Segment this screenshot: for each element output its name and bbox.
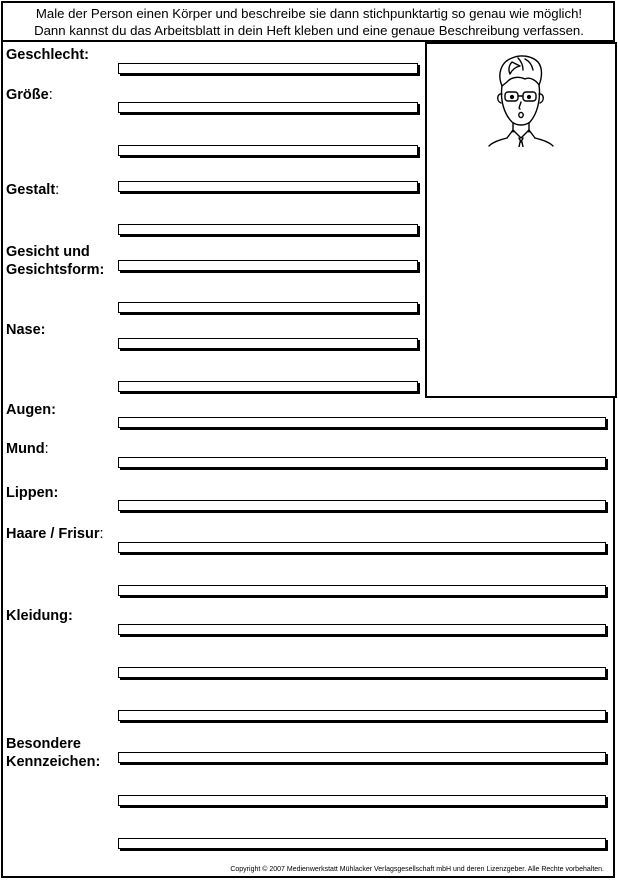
label-augen: Augen: [6, 402, 56, 418]
person-head-illustration [485, 52, 555, 147]
writing-line-besondere-3[interactable] [118, 838, 606, 849]
instructions [0, 5, 618, 39]
label-besondere: Besondere Kennzeichen: [6, 736, 101, 770]
writing-line-mund[interactable] [118, 457, 606, 468]
writing-line-besondere-2[interactable] [118, 795, 606, 806]
label-kleidung: Kleidung: [6, 608, 73, 624]
writing-line-groesse-2[interactable] [118, 145, 418, 156]
label-gesicht: Gesicht und Gesichtsform: [6, 244, 105, 278]
writing-line-gesicht-1[interactable] [118, 260, 418, 271]
instruction-line-2: Dann kannst du das Arbeitsblatt in dein Heft kleben und eine genaue Beschreibung verfassen. [34, 23, 584, 38]
writing-line-kleidung-3[interactable] [118, 710, 606, 721]
writing-line-kleidung-1[interactable] [118, 624, 606, 635]
label-nase: Nase: [6, 322, 46, 338]
writing-line-nase-1[interactable] [118, 338, 418, 349]
label-groesse: Größe: [6, 87, 53, 103]
writing-line-kleidung-2[interactable] [118, 667, 606, 678]
label-haare: Haare / Frisur: [6, 526, 104, 542]
copyright-footer: Copyright © 2007 Medienwerkstatt Mühlacker Verlagsgesellschaft mbH und deren Lizenzgeber. Alle Rechte vorbehalten. [230, 866, 604, 873]
writing-line-gesicht-2[interactable] [118, 302, 418, 313]
writing-line-augen[interactable] [118, 417, 606, 428]
writing-line-besondere-1[interactable] [118, 752, 606, 763]
writing-line-gestalt-1[interactable] [118, 181, 418, 192]
writing-line-haare-1[interactable] [118, 542, 606, 553]
drawing-area[interactable] [425, 42, 617, 398]
writing-line-geschlecht[interactable] [118, 63, 418, 74]
writing-line-nase-2[interactable] [118, 381, 418, 392]
label-mund: Mund: [6, 441, 49, 457]
writing-line-gestalt-2[interactable] [118, 224, 418, 235]
label-geschlecht: Geschlecht: [6, 47, 90, 63]
label-gestalt: Gestalt: [6, 182, 60, 198]
writing-line-lippen[interactable] [118, 500, 606, 511]
writing-line-haare-2[interactable] [118, 585, 606, 596]
writing-line-groesse-1[interactable] [118, 102, 418, 113]
instruction-line-1: Male der Person einen Körper und beschreibe sie dann stichpunktartig so genau wie möglich! [35, 6, 583, 21]
label-lippen: Lippen: [6, 485, 59, 501]
